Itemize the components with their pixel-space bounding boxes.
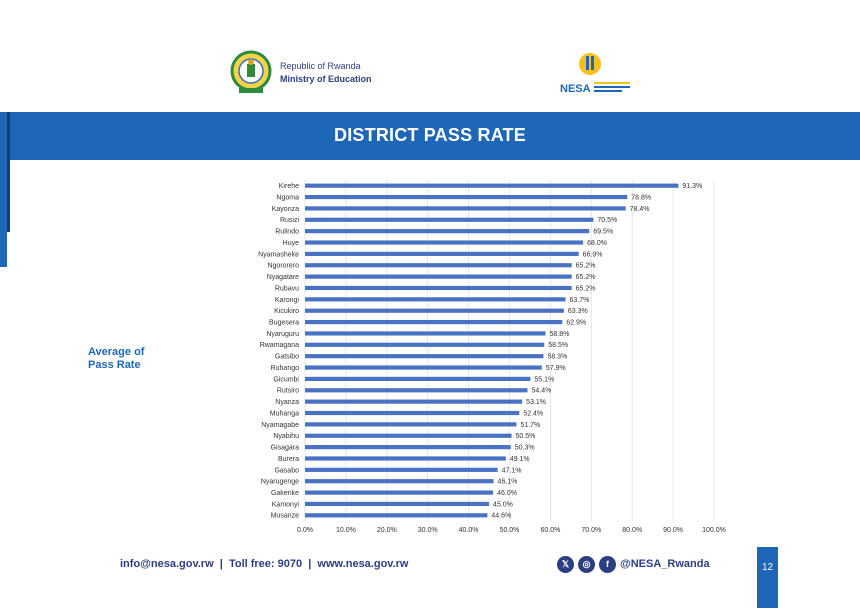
data-label: 57.9% [545,364,566,372]
bar [305,206,626,210]
category-label: Nyagatare [266,274,299,282]
bar [305,400,522,404]
category-label: Rubavu [274,285,299,293]
data-label: 54.4% [531,387,552,395]
category-label: Gakenke [270,489,299,497]
data-label: 45.0% [493,501,513,509]
data-label: 46.0% [497,489,517,497]
data-label: 91.3% [682,183,703,191]
instagram-icon[interactable]: ◎ [578,556,595,573]
y-axis-label-line1: Average of [88,346,145,358]
bar [305,388,527,392]
category-label: Kamonyi [271,501,299,509]
x-tick-label: 60.0% [540,527,561,534]
category-label: Gicumbi [273,376,299,384]
category-label: Burera [277,455,299,463]
category-label: Ngoma [276,194,299,202]
bar [305,365,542,369]
bar [305,479,494,483]
category-label: Muhanga [269,410,299,418]
bar [305,343,544,347]
category-label: Karongi [274,296,299,304]
category-label: Kicukiro [274,308,299,316]
data-label: 69.5% [593,228,614,236]
facebook-icon[interactable]: f [599,556,616,573]
category-label: Nyanza [275,399,299,407]
bar [305,422,516,426]
data-label: 55.1% [534,376,555,384]
category-label: Rutsiro [276,387,299,395]
bar [305,377,530,381]
bar [305,297,566,301]
category-label: Ngororero [267,262,299,270]
x-icon[interactable]: 𝕏 [557,556,574,573]
data-label: 68.0% [587,239,607,247]
data-label: 63.3% [567,308,588,316]
bar [305,275,572,279]
data-label: 47.1% [501,467,522,475]
data-label: 65.2% [575,285,596,293]
data-label: 65.2% [575,262,596,270]
data-label: 70.5% [597,217,618,225]
data-label: 49.1% [509,455,530,463]
category-label: Rwamagana [259,342,299,350]
data-label: 78.8% [631,194,652,202]
gov-line1: Republic of Rwanda [280,61,361,71]
bar [305,263,572,267]
bar [305,502,489,506]
x-tick-label: 80.0% [622,527,643,534]
bar [305,354,543,358]
category-label: Gatsibo [274,353,299,361]
data-label: 44.6% [491,512,512,520]
data-label: 51.7% [520,421,541,429]
social-handle[interactable]: @NESA_Rwanda [620,558,710,570]
bar [305,184,678,188]
category-label: Gisagara [270,444,299,452]
page-number: 12 [761,562,774,573]
x-tick-label: 70.0% [581,527,602,534]
data-label: 58.5% [548,342,569,350]
bar [305,195,627,199]
x-tick-label: 40.0% [458,527,479,534]
data-label: 53.1% [526,399,547,407]
x-tick-label: 20.0% [376,527,397,534]
category-label: Gasabo [274,467,299,475]
category-label: Bugesera [269,319,299,327]
gov-line2: Ministry of Education [280,74,372,84]
bar [305,252,579,256]
bar [305,309,564,313]
bar [305,490,493,494]
bar [305,468,498,472]
bar [305,229,589,233]
x-tick-label: 30.0% [417,527,438,534]
bar [305,331,545,335]
nesa-logo-text: NESA [560,83,591,95]
data-label: 63.7% [569,296,590,304]
category-label: Kayonza [271,205,299,213]
data-label: 62.9% [566,319,587,327]
data-label: 58.3% [547,353,568,361]
x-tick-label: 10.0% [335,527,356,534]
data-label: 78.4% [629,205,650,213]
data-label: 50.3% [514,444,535,452]
bar [305,434,512,438]
bar [305,320,562,324]
bar [305,456,506,460]
page-number-box [757,547,778,608]
x-tick-label: 0.0% [297,527,313,534]
data-label: 52.4% [523,410,544,418]
bar [305,445,511,449]
category-label: Rulindo [275,228,299,236]
y-axis-label-line2: Pass Rate [88,359,141,371]
x-tick-label: 90.0% [663,527,684,534]
category-label: Rusizi [279,217,299,225]
x-tick-label: 100.0% [702,527,726,534]
category-label: Nyabihu [273,433,299,441]
category-label: Nyamagabe [261,421,299,429]
category-label: Nyarugenge [260,478,299,486]
footer-contact: info@nesa.gov.rw | Toll free: 9070 | www.nesa.gov.rw [120,558,409,570]
data-label: 58.8% [549,330,570,338]
category-label: Kirehe [278,183,299,191]
category-label: Huye [282,239,299,247]
bar [305,286,572,290]
category-label: Nyamasheke [258,251,299,259]
category-label: Ruhango [270,364,299,372]
data-label: 46.1% [497,478,518,486]
bar [305,218,593,222]
x-tick-label: 50.0% [499,527,520,534]
bar [305,513,487,517]
data-label: 65.2% [575,274,596,282]
data-label: 66.9% [582,251,603,259]
bar [305,411,519,415]
page-title: DISTRICT PASS RATE [334,125,526,145]
category-label: Nyaruguru [266,330,299,338]
data-label: 50.5% [515,433,536,441]
bar [305,240,583,244]
category-label: Musanze [270,512,299,520]
